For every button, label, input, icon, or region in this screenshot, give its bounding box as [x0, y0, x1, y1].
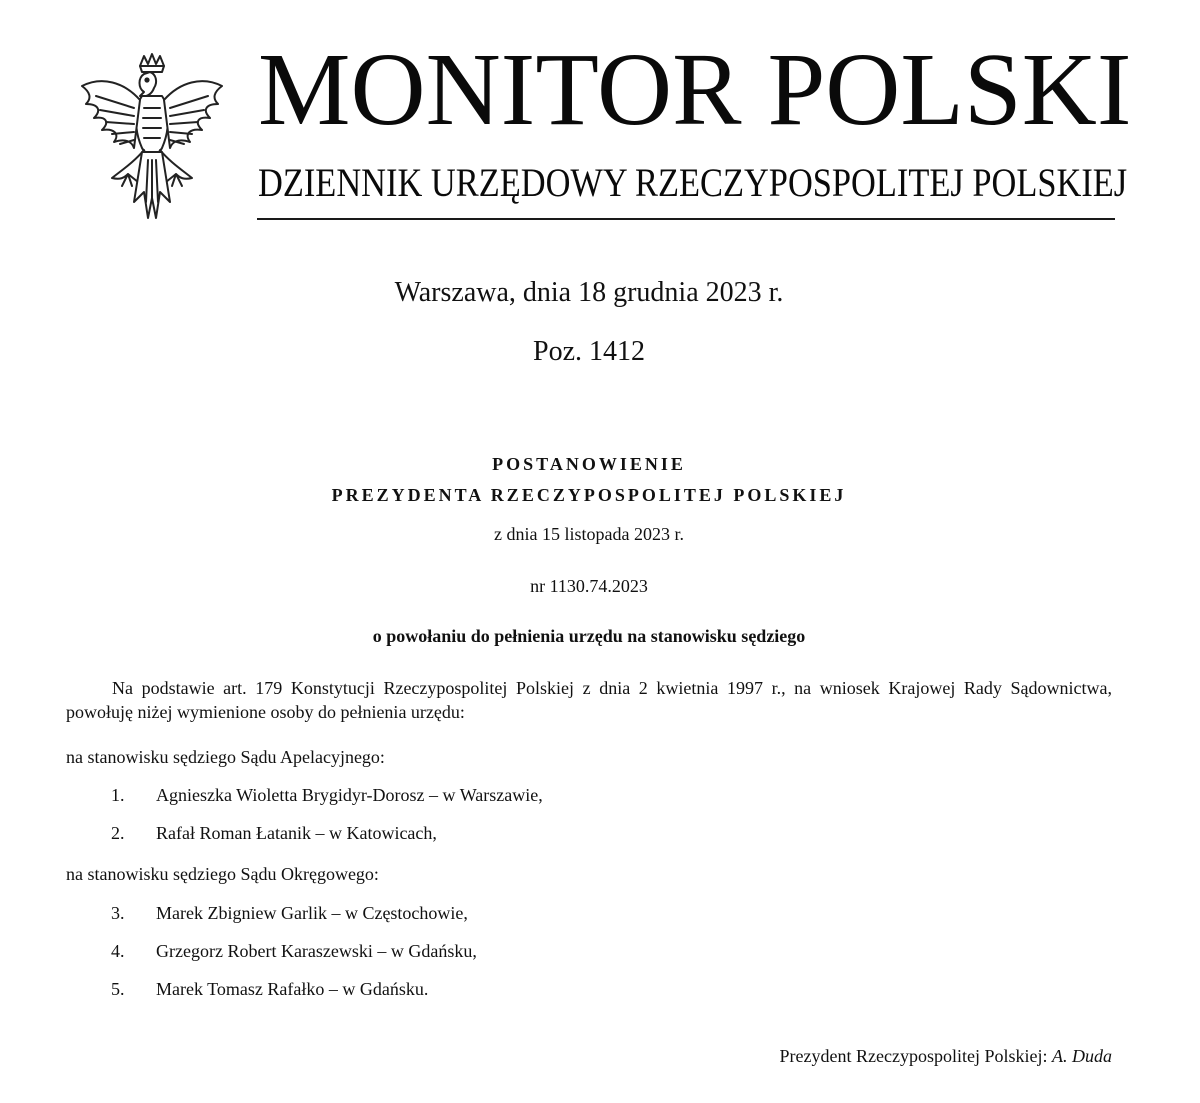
white-eagle-emblem-icon [72, 52, 232, 230]
act-date: z dnia 15 listopada 2023 r. [494, 524, 684, 544]
signature-name: A. Duda [1052, 1046, 1112, 1066]
list-item-text: Marek Zbigniew Garlik – w Częstochowie, [156, 903, 468, 923]
list-item-text: Marek Tomasz Rafałko – w Gdańsku. [156, 979, 429, 999]
list-item-number: 5. [111, 979, 125, 999]
signature-label: Prezydent Rzeczypospolitej Polskiej: [779, 1046, 1052, 1066]
list-item-number: 3. [111, 903, 125, 923]
group-heading-appeal-court: na stanowisku sędziego Sądu Apelacyjnego: [66, 747, 385, 767]
list-item-number: 4. [111, 941, 125, 961]
signature [780, 1044, 1112, 1068]
masthead-title: MONITOR POLSKI [258, 32, 1132, 147]
preamble-paragraph: Na podstawie art. 179 Konstytucji Rzeczypospolitej Polskiej z dnia 2 kwietnia 1997 r., na wniosek Krajowej Rady Sądownictwa, powołuję niżej wymienione osoby do pełnienia urzędu: [66, 678, 1112, 722]
issue-position: Poz. 1412 [533, 336, 645, 367]
act-issuer: PREZYDENTA RZECZYPOSPOLITEJ POLSKIEJ [331, 485, 847, 505]
act-number: nr 1130.74.2023 [530, 576, 648, 596]
masthead-subtitle: DZIENNIK URZĘDOWY RZECZYPOSPOLITEJ POLSKIEJ [258, 160, 1128, 205]
list-item-text: Agnieszka Wioletta Brygidyr-Dorosz – w Warszawie, [156, 785, 543, 805]
act-type: POSTANOWIENIE [492, 454, 686, 474]
issue-place-date: Warszawa, dnia 18 grudnia 2023 r. [394, 277, 784, 308]
list-item-text: Grzegorz Robert Karaszewski – w Gdańsku, [156, 941, 477, 961]
list-item-text: Rafał Roman Łatanik – w Katowicach, [156, 823, 437, 843]
act-subject: o powołaniu do pełnienia urzędu na stanowisku sędziego [372, 626, 806, 646]
list-item-number: 1. [111, 785, 125, 805]
masthead-divider [257, 218, 1115, 220]
group-heading-district-court: na stanowisku sędziego Sądu Okręgowego: [66, 864, 379, 884]
list-item-number: 2. [111, 823, 125, 843]
